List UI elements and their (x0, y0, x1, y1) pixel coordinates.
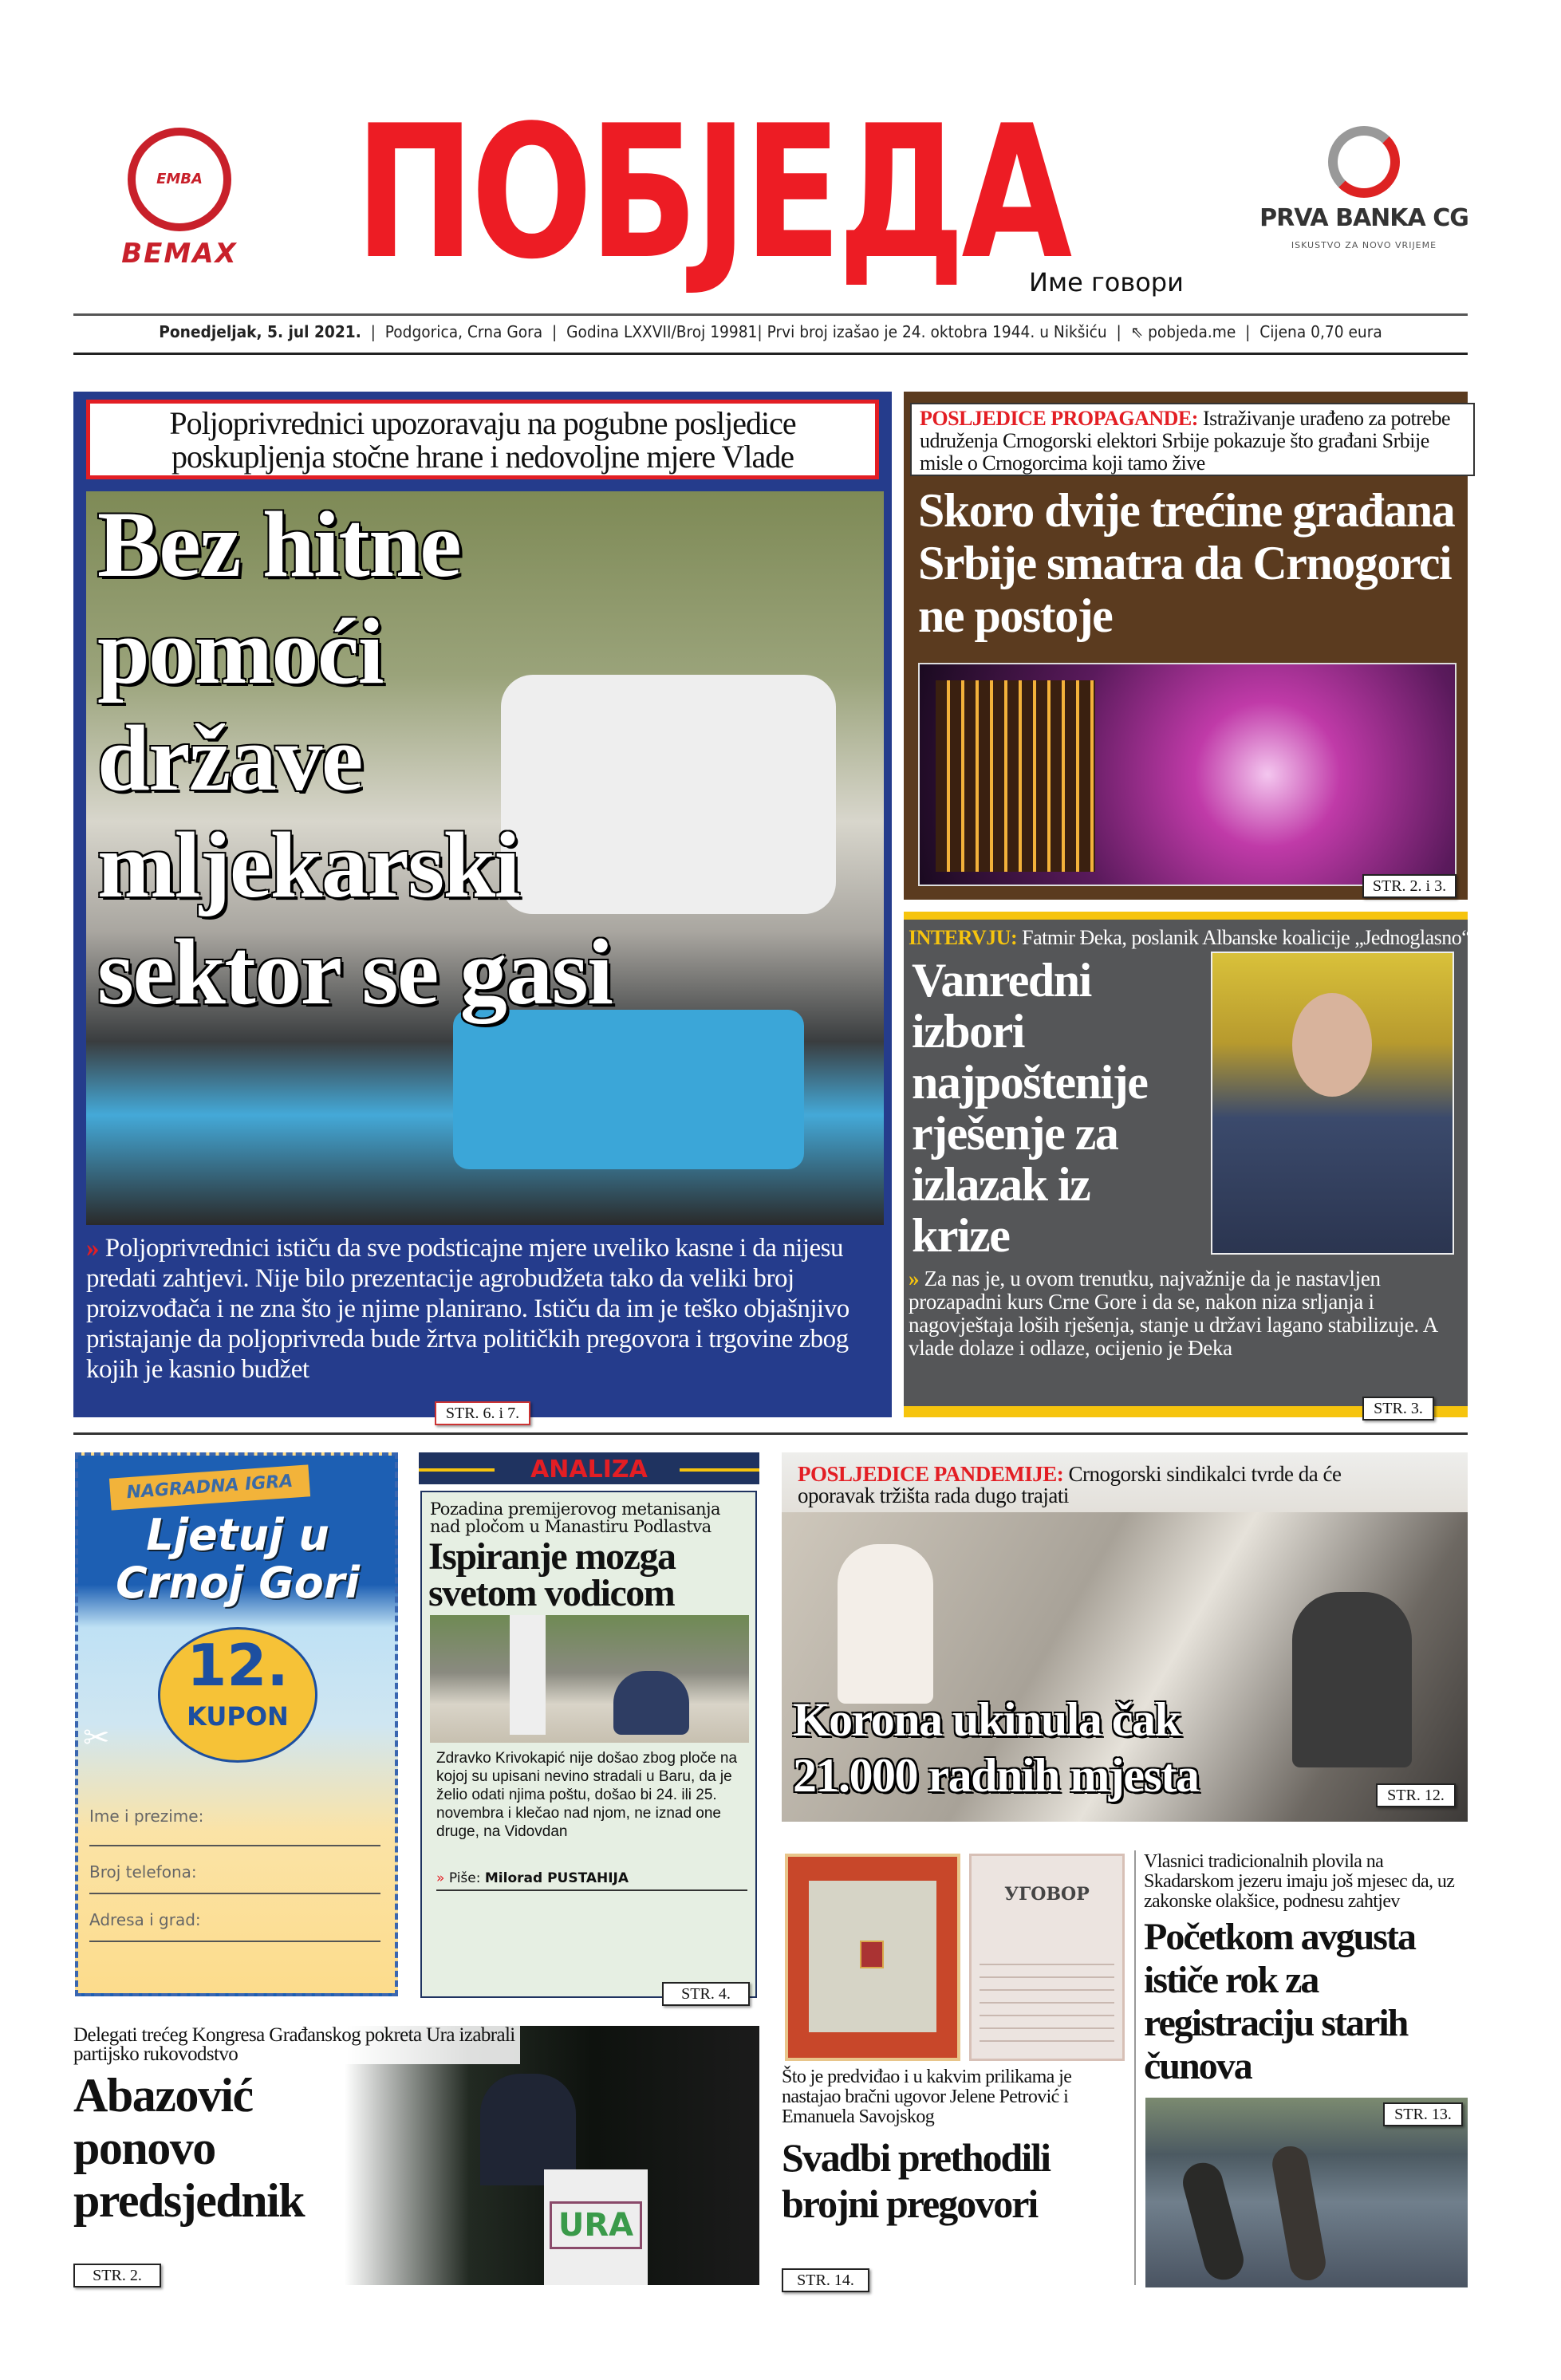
wedding-kicker: Što je predviđao i u kakvim prilikama je nastajao bračni ugovor Jelene Petrović i Emanuela Savojskog (782, 2067, 1072, 2127)
pandemic-page-ref[interactable]: STR. 12. (1376, 1783, 1456, 1807)
coupon-badge (158, 1627, 317, 1763)
portrait-head (1292, 993, 1372, 1097)
header-rule-bottom (73, 353, 1468, 355)
podium (544, 2169, 648, 2285)
pandemic-kicker (798, 1464, 1356, 1507)
lead-summary-text: Poljoprivrednici ističu da sve podsticajne mjere uveliko kasne i da nijesu predati zahtjevi. Nije bilo prezentacije agrobudžeta tako da veliki broj proizvođača i ne zna što je njime planirano. Ističu da im je teško objašnjivo pristajanje da poljoprivreda bude žrtva političkih pregovora i trgovine zbog kojih je kasnio budžet (86, 1234, 849, 1384)
interview-page-ref[interactable]: STR. 3. (1362, 1397, 1434, 1421)
wedding-page-ref[interactable]: STR. 14. (782, 2268, 869, 2292)
interview-headline-line: Vanredni (912, 954, 1091, 1007)
header-rule (73, 313, 1468, 316)
tractor (453, 1010, 804, 1169)
analiza-rule-right (680, 1468, 759, 1472)
analiza-kicker: Pozadina premijerovog metanisanja nad pločom u Manastiru Podlastva (430, 1499, 721, 1536)
lead-page-ref[interactable]: STR. 6. i 7. (435, 1401, 530, 1425)
lead-kicker: Poljoprivrednici upozoravaju na pogubne posljedice poskupljenja stočne hrane i nedovoljne mjere Vlade (169, 405, 796, 475)
ura-headline-line: ponovo (73, 2122, 215, 2174)
coupon-field-phone[interactable]: Broj telefona: (89, 1846, 380, 1894)
price: Cijena 0,70 eura (1259, 322, 1382, 341)
coupon-number: 12. (187, 1632, 289, 1699)
issue-number: Godina LXXVII/Broj 19981 (566, 322, 758, 341)
propaganda-label: POSLJEDICE PROPAGANDE: (920, 407, 1198, 430)
bemax-logo[interactable] (88, 120, 271, 279)
lead-headline-line: Bez hitne (97, 492, 461, 597)
interview-label: INTERVJU: (909, 926, 1018, 949)
coupon-title (78, 1511, 397, 1607)
column-divider (1134, 1850, 1136, 2285)
clerk-left (838, 1544, 933, 1704)
lead-headline-line: države (97, 706, 362, 810)
cursor-icon: ⇖ (1130, 322, 1144, 341)
cross-monument (510, 1615, 546, 1735)
coupon-form (89, 1799, 380, 1942)
contract-title: УГОВОР (1004, 1884, 1090, 1905)
propaganda-photo-fireworks (918, 663, 1457, 886)
bank-name: PRVA BANKA CG (1259, 204, 1468, 232)
wedding-photo-contract-page (969, 1854, 1125, 2061)
pandemic-headline-line: Korona ukinula čak (793, 1693, 1181, 1746)
lead-story[interactable] (73, 392, 892, 1422)
boat (1270, 2143, 1329, 2283)
clerk-right (1292, 1592, 1412, 1767)
bemax-wordmark: BEMAX (121, 238, 238, 270)
pandemic-label: POSLJEDICE PANDEMIJE: (798, 1462, 1064, 1486)
ura-page-ref[interactable]: STR. 2. (73, 2264, 161, 2287)
propaganda-headline: Skoro dvije trećine građana Srbije smatra da Crnogorci ne postoje (918, 484, 1455, 642)
interview-headline-line: izlazak iz (912, 1158, 1090, 1211)
bank-swirl-icon (1328, 126, 1400, 198)
interview-headline-line: krize (912, 1209, 1010, 1262)
lead-headline-line: mljekarski (97, 813, 520, 917)
interview-kicker-line (909, 926, 1470, 950)
coupon-banner: NAGRADNA IGRA (109, 1464, 310, 1510)
coupon-title-line: Ljetuj u (146, 1510, 329, 1560)
bank-slogan: ISKUSTVO ZA NOVO VRIJEME (1291, 240, 1437, 250)
contract-handwriting (980, 1952, 1114, 2048)
ura-kicker: Delegati trećeg Kongresa Građanskog pokreta Ura izabrali partijsko rukovodstvo (73, 2026, 520, 2064)
ura-photo-rally (345, 2026, 759, 2285)
masthead: ПОБЈЕДА (355, 87, 1069, 300)
lead-headline-line: pomoći (97, 599, 384, 703)
first-issue: Prvi broj izašao je 24. oktobra 1944. u Nikšiću (767, 322, 1107, 341)
bemax-emblem: EMBA (128, 128, 231, 231)
lead-headline (97, 491, 612, 1026)
issue-place: Podgorica, Crna Gora (384, 322, 543, 341)
ura-headline-line: predsjednik (73, 2174, 305, 2227)
analiza-photo-kneeling (430, 1615, 749, 1743)
pandemic-story[interactable] (782, 1452, 1468, 1822)
interview-summary (909, 1267, 1459, 1360)
wedding-headline: Svadbi prethodili brojni pregovori (782, 2135, 1051, 2226)
boat (1178, 2158, 1248, 2284)
lead-headline-line: sektor se gasi (97, 920, 613, 1024)
analiza-page-ref[interactable]: STR. 4. (662, 1982, 750, 2006)
analiza-section-bar (419, 1452, 759, 1484)
pandemic-headline-line: 21.000 radnih mjesta (793, 1749, 1199, 1802)
analiza-headline: Ispiranje mozga svetom vodicom (428, 1535, 676, 1614)
analiza-byline (436, 1870, 747, 1891)
propaganda-page-ref[interactable]: STR. 2. i 3. (1362, 874, 1457, 898)
lead-kicker-box (86, 400, 879, 479)
interview-story[interactable] (904, 912, 1471, 1417)
lights-building (936, 680, 1095, 872)
propaganda-story[interactable] (904, 392, 1468, 900)
kneeling-figure (613, 1671, 689, 1735)
coupon-field-address[interactable]: Adresa i grad: (89, 1894, 380, 1942)
coupon-ad[interactable] (75, 1452, 398, 1996)
coat-of-arms-icon (860, 1941, 884, 1968)
scissors-icon: ✂ (83, 1720, 110, 1755)
tagline: Име говори (1029, 267, 1184, 298)
propaganda-kicker: Istraživanje urađeno za potrebe udruženja Crnogorski elektori Srbije pokazuje što građani Srbije misle o Crnogorcima koji tamo žive (920, 407, 1450, 475)
propaganda-kicker-box (910, 403, 1475, 476)
interview-headline-line: najpoštenije (912, 1056, 1148, 1109)
issue-date: Ponedjeljak, 5. jul 2021. (159, 322, 361, 341)
podium-sign: URA (550, 2201, 642, 2249)
byline-author[interactable]: Milorad PUSTAHIJA (484, 1870, 629, 1886)
coupon-label: KUPON (187, 1701, 289, 1732)
chevron-icon: » (436, 1870, 445, 1886)
boats-headline: Početkom avgusta ističe rok za registraciju starih čunova (1144, 1916, 1415, 2087)
ura-headline (73, 2069, 304, 2227)
boats-kicker: Vlasnici tradicionalnih plovila na Skadarskom jezeru imaju još mjesec da, uz zakonske olakšice, podnesu zahtjev (1144, 1851, 1455, 1912)
interview-headline-line: rješenje za (912, 1107, 1118, 1160)
analiza-rule-left (419, 1468, 495, 1472)
boats-page-ref[interactable]: STR. 13. (1383, 2102, 1463, 2126)
interview-photo-deka (1211, 952, 1454, 1255)
dateline: Ponedjeljak, 5. jul 2021. | Podgorica, Crna Gora | Godina LXXVII/Broj 19981| Prvi broj izašao je 24. oktobra 1944. u Nikšiću | ⇖ pobjeda.me | Cijena 0,70 eura (159, 322, 1382, 341)
ura-story[interactable] (73, 2026, 759, 2289)
section-divider (73, 1432, 1468, 1435)
coupon-title-line: Crnoj Gori (116, 1558, 360, 1608)
website-link[interactable]: pobjeda.me (1148, 322, 1236, 341)
analiza-story[interactable] (419, 1452, 759, 2004)
speaker-figure (480, 2074, 576, 2185)
pandemic-kicker-text: Crnogorski sindikalci tvrde da će oporavak tržišta rada dugo trajati (798, 1462, 1342, 1507)
coupon-field-name[interactable]: Ime i prezime: (89, 1799, 380, 1846)
wedding-photo-contract-cover (785, 1854, 960, 2061)
wedding-story[interactable] (782, 1844, 1128, 2291)
prva-banka-logo[interactable] (1256, 120, 1472, 279)
byline-label: Piše: (448, 1870, 481, 1886)
pandemic-headline (793, 1692, 1198, 1803)
interview-kicker: Fatmir Đeka, poslanik Albanske koalicije „Jednoglasno“ (1022, 926, 1471, 949)
interview-headline-line: izbori (912, 1005, 1024, 1058)
lead-summary (86, 1233, 876, 1385)
chevron-icon: » (909, 1267, 920, 1290)
boats-story[interactable] (1144, 1849, 1468, 2287)
interview-summary-text: Za nas je, u ovom trenutku, najvažnije da je nastavljen prozapadni kurs Crne Gore i da se, nakon niza srljanja i nagovještaja loših rješenja, stanje u državi lagano stabilizuje. A vlade dolaze i odlaze, ocijenio je Đeka (909, 1267, 1437, 1360)
analiza-section-label: ANALIZA (530, 1456, 648, 1484)
ura-headline-line: Abazović (73, 2069, 253, 2122)
interview-headline (912, 955, 1147, 1261)
analiza-summary: Zdravko Krivokapić nije došao zbog ploče na kojoj su upisani nevino stradali u Baru, da je želio odati njima poštu, došao bi 24. ili 25. novembra i klečao nad njom, ne iznad one druge, na Vidovdan (436, 1750, 738, 1840)
chevron-icon: » (86, 1234, 99, 1263)
